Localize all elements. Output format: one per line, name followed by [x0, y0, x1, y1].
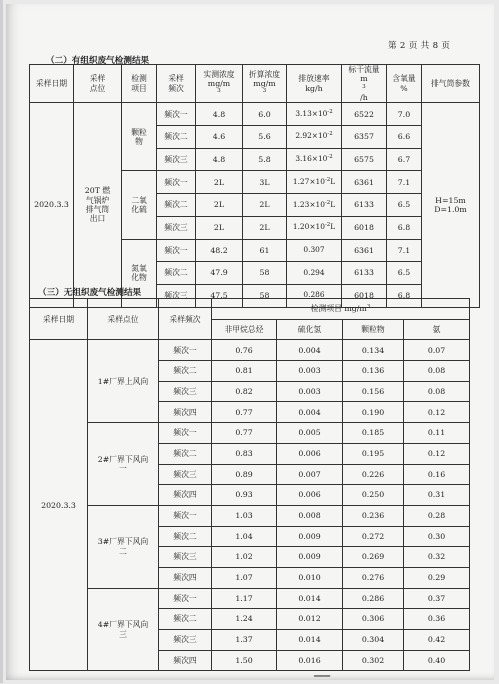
measured-conc-cell: 4.8	[196, 103, 243, 126]
frequency-cell: 频次二	[157, 262, 196, 285]
ammonia-cell: 0.29	[404, 567, 470, 588]
measured-conc-cell: 2L	[196, 171, 243, 194]
nmhc-cell: 0.93	[212, 485, 277, 506]
frequency-cell: 频次二	[159, 443, 212, 464]
dry-flow-cell: 6133	[342, 194, 387, 217]
header-frequency: 采样 频次	[157, 65, 196, 103]
organized-emission-table	[29, 64, 480, 308]
binder-edge	[0, 0, 3, 683]
frequency-cell: 频次三	[159, 464, 212, 485]
table-header-row	[30, 299, 470, 320]
sampling-point-cell: 2#厂界下风向 一	[88, 423, 159, 506]
dry-flow-cell: 6575	[342, 148, 387, 171]
section3-title: （三）无组织废气检测结果	[38, 288, 142, 298]
converted-conc-cell: 6.0	[243, 103, 287, 126]
dry-flow-cell: 6522	[342, 103, 387, 126]
sampling-point-cell: 4#厂界下风向 三	[88, 588, 159, 671]
frequency-cell: 频次四	[159, 485, 212, 506]
emission-rate-cell: $3.16\times 10^{-2}$	[287, 148, 342, 171]
frequency-cell: 频次二	[159, 526, 212, 547]
ammonia-cell: 0.11	[404, 423, 470, 444]
nmhc-cell: 1.37	[212, 630, 277, 651]
frequency-cell: 频次一	[157, 239, 196, 262]
header-sampling-date: 采样日期	[30, 299, 88, 340]
frequency-cell: 频次一	[159, 505, 212, 526]
header-h2s: 硫化氢	[277, 319, 343, 340]
nmhc-cell: 1.03	[212, 505, 277, 526]
h2s-cell: 0.006	[277, 485, 343, 506]
particulate-cell: 0.306	[343, 609, 404, 630]
table-row	[30, 423, 470, 444]
converted-conc-cell: 2L	[243, 194, 287, 217]
dry-flow-cell: 6018	[342, 284, 387, 307]
h2s-cell: 0.007	[277, 464, 343, 485]
header-sampling-date: 采样日期	[30, 65, 74, 103]
emission-rate-cell: 0.286	[287, 284, 342, 307]
nmhc-cell: 0.77	[212, 402, 277, 423]
nmhc-cell: 1.07	[212, 567, 277, 588]
h2s-cell: 0.012	[277, 609, 343, 630]
frequency-cell: 频次一	[159, 588, 212, 609]
frequency-cell: 频次四	[159, 650, 212, 671]
header-nmhc: 非甲烷总烃	[212, 319, 277, 340]
nmhc-cell: 0.76	[212, 340, 277, 361]
sampling-date-cell: 2020.3.3	[30, 340, 88, 671]
frequency-cell: 频次一	[157, 171, 196, 194]
oxygen-cell: 6.8	[387, 216, 422, 239]
particulate-cell: 0.156	[343, 381, 404, 402]
nmhc-cell: 1.24	[212, 609, 277, 630]
emission-rate-cell: $1.23\times 10^{-2}L$	[287, 194, 342, 217]
particulate-cell: 0.136	[343, 361, 404, 382]
h2s-cell: 0.016	[277, 650, 343, 671]
sampling-point-cell: 3#厂界下风向 二	[88, 505, 159, 588]
h2s-cell: 0.009	[277, 526, 343, 547]
ammonia-cell: 0.08	[404, 361, 470, 382]
sampling-point-cell: 1#厂界上风向	[88, 340, 159, 423]
converted-conc-cell: 5.6	[243, 126, 287, 149]
ammonia-cell: 0.12	[404, 402, 470, 423]
converted-conc-cell: 3L	[243, 171, 287, 194]
ammonia-cell: 0.40	[404, 650, 470, 671]
frequency-cell: 频次一	[159, 340, 212, 361]
measured-conc-cell: 4.6	[196, 126, 243, 149]
frequency-cell: 频次四	[159, 567, 212, 588]
nmhc-cell: 1.04	[212, 526, 277, 547]
particulate-cell: 0.134	[343, 340, 404, 361]
particulate-cell: 0.250	[343, 485, 404, 506]
converted-conc-cell: 61	[243, 239, 287, 262]
header-stack-params: 排气筒参数	[422, 65, 480, 103]
measured-conc-cell: 47.5	[196, 284, 243, 307]
table-row	[30, 340, 470, 361]
header-ammonia: 氨	[404, 319, 470, 340]
section2-title: （二）有组织废气检测结果	[46, 56, 150, 66]
particulate-cell: 0.236	[343, 505, 404, 526]
frequency-cell: 频次四	[159, 402, 212, 423]
frequency-cell: 频次一	[159, 423, 212, 444]
particulate-cell: 0.226	[343, 464, 404, 485]
h2s-cell: 0.004	[277, 340, 343, 361]
ammonia-cell: 0.30	[404, 526, 470, 547]
emission-rate-cell: 0.307	[287, 239, 342, 262]
nmhc-cell: 0.81	[212, 361, 277, 382]
converted-conc-cell: 2L	[243, 216, 287, 239]
nmhc-cell: 1.17	[212, 588, 277, 609]
emission-rate-cell: $1.20\times 10^{-2}L$	[287, 216, 342, 239]
h2s-cell: 0.003	[277, 361, 343, 382]
measured-conc-cell: 47.9	[196, 262, 243, 285]
measured-conc-cell: 2L	[196, 194, 243, 217]
converted-conc-cell: 58	[243, 262, 287, 285]
frequency-cell: 频次二	[157, 126, 196, 149]
h2s-cell: 0.003	[277, 381, 343, 402]
emission-rate-cell: $1.27\times 10^{-2}L$	[287, 171, 342, 194]
particulate-cell: 0.190	[343, 402, 404, 423]
table-row	[30, 588, 470, 609]
header-test-items: 检测项目 $mg/m^3$	[212, 299, 470, 320]
test-item-cell: 二氧 化硫	[122, 171, 157, 239]
h2s-cell: 0.006	[277, 443, 343, 464]
h2s-cell: 0.008	[277, 505, 343, 526]
frequency-cell: 频次三	[157, 216, 196, 239]
header-sampling-point: 采样 点位	[74, 65, 122, 103]
oxygen-cell: 6.5	[387, 194, 422, 217]
ammonia-cell: 0.42	[404, 630, 470, 651]
oxygen-cell: 7.1	[387, 239, 422, 262]
measured-conc-cell: 48.2	[196, 239, 243, 262]
particulate-cell: 0.276	[343, 567, 404, 588]
table-header-row	[30, 65, 480, 103]
oxygen-cell: 6.5	[387, 262, 422, 285]
sampling-date-cell: 2020.3.3	[30, 103, 74, 307]
particulate-cell: 0.302	[343, 650, 404, 671]
nmhc-cell: 1.50	[212, 650, 277, 671]
frequency-cell: 频次三	[157, 148, 196, 171]
emission-rate-cell: 0.294	[287, 262, 342, 285]
header-dry-flow: 标干流量 m $^3$ /h	[342, 65, 387, 103]
sampling-point-cell: 20T 燃 气锅炉 排气筒 出口	[74, 103, 122, 307]
oxygen-cell: 6.6	[387, 126, 422, 149]
dry-flow-cell: 6018	[342, 216, 387, 239]
dry-flow-cell: 6361	[342, 239, 387, 262]
frequency-cell: 频次一	[157, 103, 196, 126]
frequency-cell: 频次三	[157, 284, 196, 307]
test-item-cell: 氮氧 化物	[122, 239, 157, 307]
particulate-cell: 0.304	[343, 630, 404, 651]
measured-conc-cell: 2L	[196, 216, 243, 239]
fugitive-emission-table	[29, 298, 470, 671]
header-emission-rate: 排放速率 kg/h	[287, 65, 342, 103]
header-converted-conc: 折算浓度 mg/m $^3$	[243, 65, 287, 103]
dry-flow-cell: 6133	[342, 262, 387, 285]
oxygen-cell: 6.7	[387, 148, 422, 171]
particulate-cell: 0.269	[343, 547, 404, 568]
particulate-cell: 0.286	[343, 588, 404, 609]
page-number: 第 2 页 共 8 页	[388, 41, 451, 51]
particulate-cell: 0.195	[343, 443, 404, 464]
ammonia-cell: 0.16	[404, 464, 470, 485]
nmhc-cell: 0.83	[212, 443, 277, 464]
nmhc-cell: 0.77	[212, 423, 277, 444]
ammonia-cell: 0.08	[404, 381, 470, 402]
h2s-cell: 0.014	[277, 588, 343, 609]
ammonia-cell: 0.28	[404, 505, 470, 526]
oxygen-cell: 7.0	[387, 103, 422, 126]
ammonia-cell: 0.12	[404, 443, 470, 464]
header-sampling-point: 采样点位	[88, 299, 159, 340]
frequency-cell: 频次三	[159, 547, 212, 568]
stack-params-cell: H=15m D=1.0m	[422, 103, 480, 307]
frequency-cell: 频次二	[159, 361, 212, 382]
table-row	[30, 505, 470, 526]
emission-rate-cell: $2.92\times 10^{-2}$	[287, 126, 342, 149]
converted-conc-cell: 58	[243, 284, 287, 307]
h2s-cell: 0.014	[277, 630, 343, 651]
ammonia-cell: 0.31	[404, 485, 470, 506]
nmhc-cell: 1.02	[212, 547, 277, 568]
test-item-cell: 颗粒 物	[122, 103, 157, 171]
ammonia-cell: 0.37	[404, 588, 470, 609]
ammonia-cell: 0.07	[404, 340, 470, 361]
converted-conc-cell: 5.8	[243, 148, 287, 171]
oxygen-cell: 6.8	[387, 284, 422, 307]
ammonia-cell: 0.32	[404, 547, 470, 568]
header-frequency: 采样频次	[159, 299, 212, 340]
oxygen-cell: 7.1	[387, 171, 422, 194]
frequency-cell: 频次二	[159, 609, 212, 630]
particulate-cell: 0.185	[343, 423, 404, 444]
header-particulate: 颗粒物	[343, 319, 404, 340]
h2s-cell: 0.005	[277, 423, 343, 444]
frequency-cell: 频次三	[159, 381, 212, 402]
particulate-cell: 0.272	[343, 526, 404, 547]
header-test-item: 检测 项目	[122, 65, 157, 103]
nmhc-cell: 0.89	[212, 464, 277, 485]
ammonia-cell: 0.36	[404, 609, 470, 630]
measured-conc-cell: 4.8	[196, 148, 243, 171]
h2s-cell: 0.009	[277, 547, 343, 568]
h2s-cell: 0.004	[277, 402, 343, 423]
footer-stamp-partial: ▔▔▔	[314, 676, 331, 684]
frequency-cell: 频次三	[159, 630, 212, 651]
table-row	[30, 103, 480, 126]
dry-flow-cell: 6361	[342, 171, 387, 194]
header-measured-conc: 实测浓度 mg/m $^3$	[196, 65, 243, 103]
nmhc-cell: 0.82	[212, 381, 277, 402]
dry-flow-cell: 6357	[342, 126, 387, 149]
header-oxygen: 含氧量 %	[387, 65, 422, 103]
emission-rate-cell: $3.13\times 10^{-2}$	[287, 103, 342, 126]
frequency-cell: 频次二	[157, 194, 196, 217]
h2s-cell: 0.010	[277, 567, 343, 588]
